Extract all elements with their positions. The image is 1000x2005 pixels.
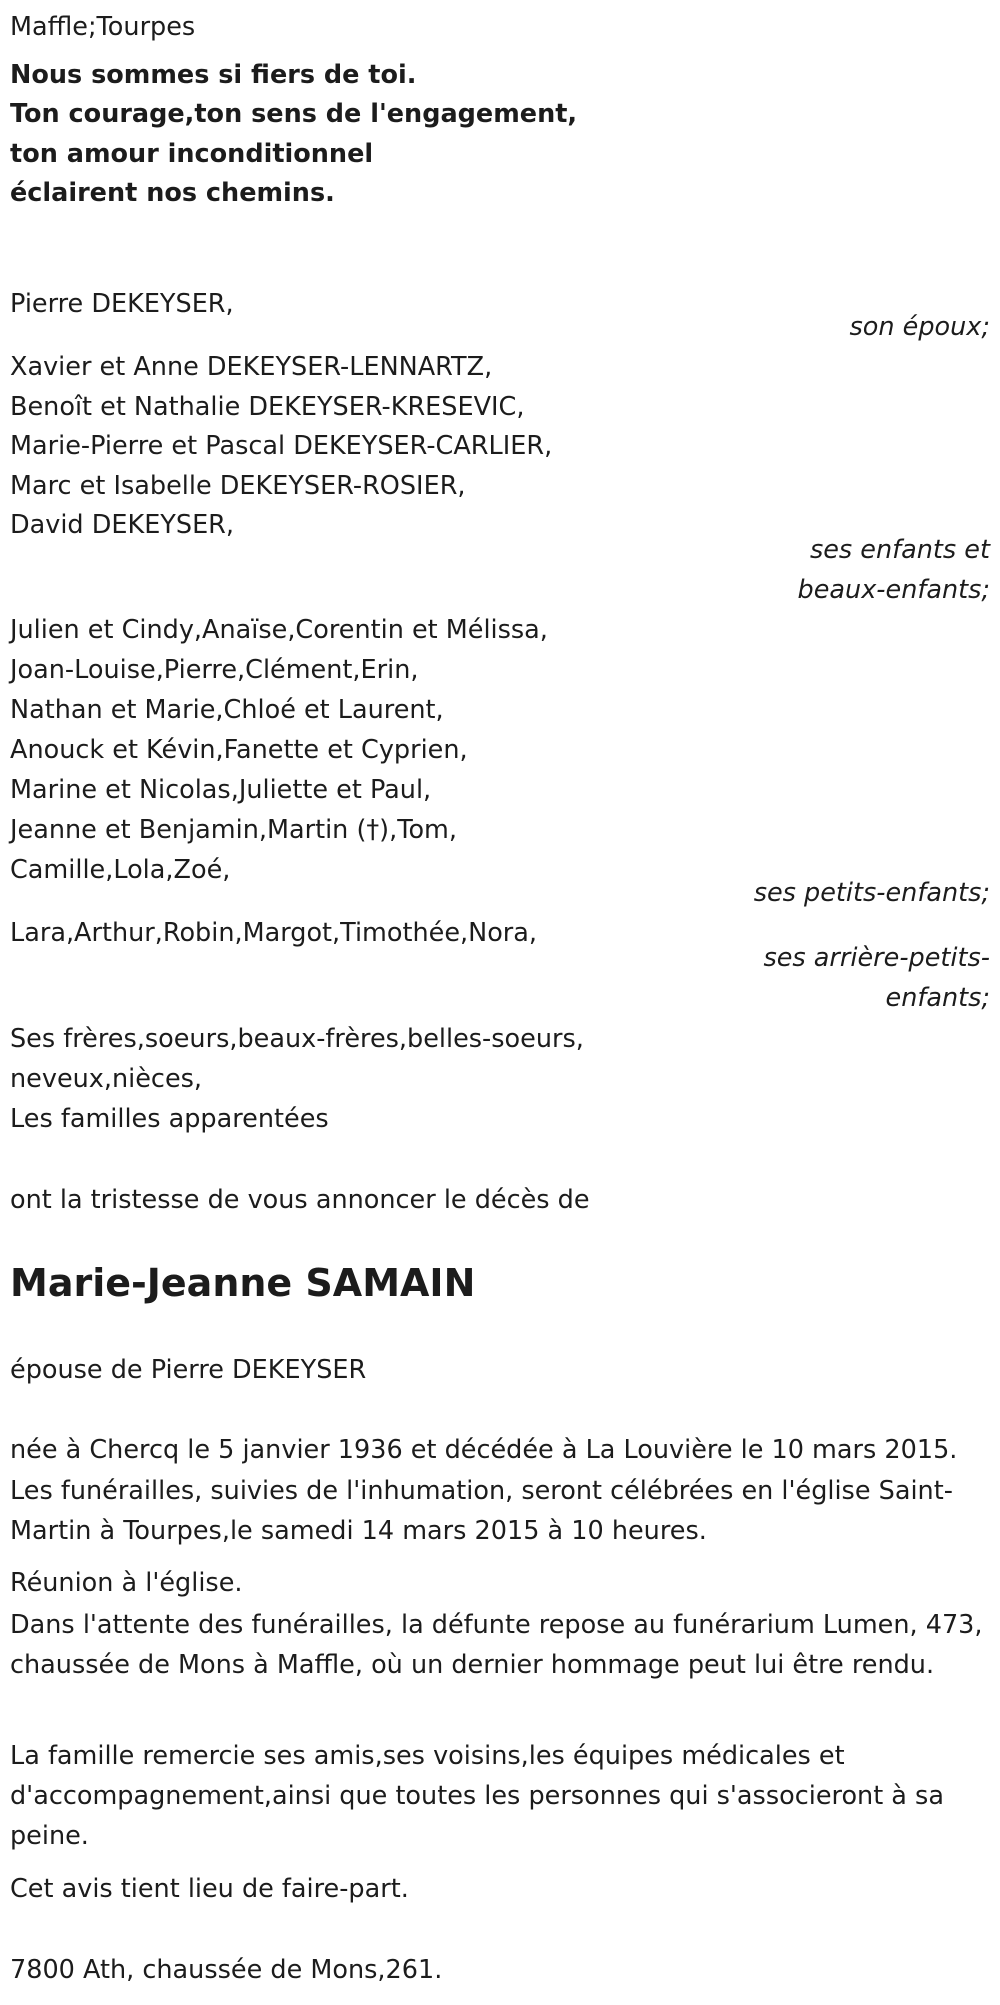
grandchildren-line-5: Marine et Nicolas,Juliette et Paul, bbox=[10, 775, 432, 805]
children-relation-1: ses enfants et bbox=[809, 535, 990, 565]
child-1: Xavier et Anne DEKEYSER-LENNARTZ, bbox=[10, 352, 493, 382]
deceased-spouse-line: épouse de Pierre DEKEYSER bbox=[10, 1355, 367, 1385]
grandchildren-line-4: Anouck et Kévin,Fanette et Cyprien, bbox=[10, 735, 468, 765]
child-4: Marc et Isabelle DEKEYSER-ROSIER, bbox=[10, 471, 466, 501]
poem-line-1: Nous sommes si fiers de toi. bbox=[10, 60, 417, 90]
funerarium-info: Dans l'attente des funérailles, la défunte repose au funérarium Lumen, 473, chaussée de Mons à Maffle, où un dernier hommage peut lui être rendu. bbox=[10, 1610, 983, 1680]
poem-line-2: Ton courage,ton sens de l'engagement, bbox=[10, 99, 578, 129]
child-5: David DEKEYSER, bbox=[10, 510, 235, 540]
child-3: Marie-Pierre et Pascal DEKEYSER-CARLIER, bbox=[10, 431, 553, 461]
great-grandchildren-relation-2: enfants; bbox=[885, 983, 990, 1013]
poem-line-3: ton amour inconditionnel bbox=[10, 139, 374, 169]
notice-info: Cet avis tient lieu de faire-part. bbox=[10, 1874, 409, 1904]
meeting-info: Réunion à l'église. bbox=[10, 1568, 243, 1598]
address: 7800 Ath, chaussée de Mons,261. bbox=[10, 1955, 443, 1985]
poem-line-4: éclairent nos chemins. bbox=[10, 178, 335, 208]
grandchildren-line-3: Nathan et Marie,Chloé et Laurent, bbox=[10, 695, 444, 725]
announcement: ont la tristesse de vous annoncer le décès de bbox=[10, 1185, 590, 1215]
spouse-relation: son époux; bbox=[849, 312, 990, 342]
deceased-name: Marie-Jeanne SAMAIN bbox=[10, 1261, 476, 1305]
great-grandchildren-relation-1: ses arrière-petits- bbox=[763, 943, 990, 973]
child-2: Benoît et Nathalie DEKEYSER-KRESEVIC, bbox=[10, 392, 525, 422]
great-grandchildren-line: Lara,Arthur,Robin,Margot,Timothée,Nora, bbox=[10, 918, 538, 948]
others-line-2: neveux,nièces, bbox=[10, 1064, 203, 1094]
grandchildren-relation: ses petits-enfants; bbox=[753, 878, 990, 908]
thanks-info: La famille remercie ses amis,ses voisins,les équipes médicales et d'accompagnement,ainsi que toutes les personnes qui s'associeront à sa peine. bbox=[10, 1741, 944, 1851]
grandchildren-line-7: Camille,Lola,Zoé, bbox=[10, 855, 231, 885]
location: Maffle;Tourpes bbox=[10, 12, 196, 42]
funeral-info: Les funérailles, suivies de l'inhumation, seront célébrées en l'église Saint-Martin à Tourpes,le samedi 14 mars 2015 à 10 heures. bbox=[10, 1476, 953, 1546]
others-line-3: Les familles apparentées bbox=[10, 1104, 329, 1134]
grandchildren-line-6: Jeanne et Benjamin,Martin (†),Tom, bbox=[10, 815, 457, 845]
grandchildren-line-1: Julien et Cindy,Anaïse,Corentin et Mélissa, bbox=[10, 615, 548, 645]
spouse-name: Pierre DEKEYSER, bbox=[10, 289, 234, 319]
birth-death-line: née à Chercq le 5 janvier 1936 et décédée à La Louvière le 10 mars 2015. bbox=[10, 1435, 958, 1465]
grandchildren-line-2: Joan-Louise,Pierre,Clément,Erin, bbox=[10, 655, 419, 685]
children-relation-2: beaux-enfants; bbox=[797, 575, 990, 605]
others-line-1: Ses frères,soeurs,beaux-frères,belles-soeurs, bbox=[10, 1024, 584, 1054]
